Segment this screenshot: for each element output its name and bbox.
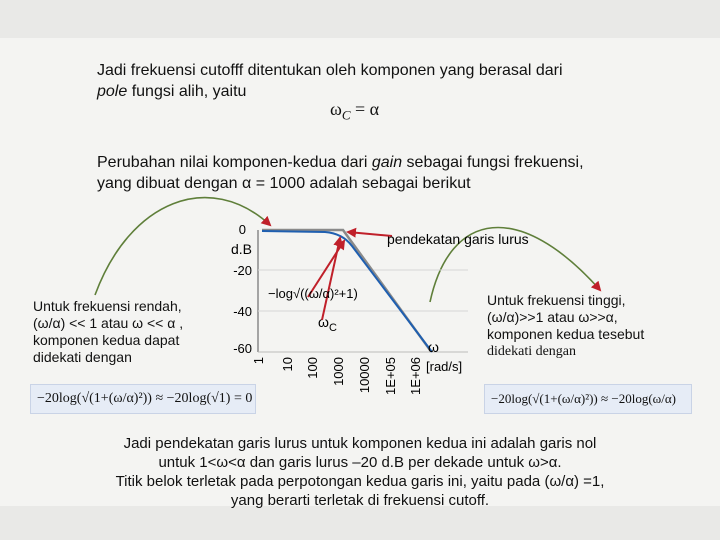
xtick-1000: 1000 [331, 357, 346, 386]
ytick-neg40: -40 [233, 304, 252, 319]
omega-subscript: C [341, 107, 351, 123]
para2-gain-word: gain [371, 154, 403, 171]
intro-line-2-rest: fungsi alih, yaitu [127, 83, 247, 100]
y-axis-label: d.B [231, 241, 253, 257]
omega-symbol: ω [330, 99, 342, 119]
para2-line-2: yang dibuat dengan α = 1000 adalah sebagai berikut [97, 175, 471, 192]
unit-label: [rad/s] [426, 359, 463, 374]
right-note-line: (ω/α)>>1 atau ω>>α, [487, 309, 618, 325]
log-curve-label: −log√((ω/α)²+1) [268, 286, 358, 301]
approx-pointer-arrow [348, 232, 392, 236]
left-note [33, 298, 183, 366]
conclusion-line-4: yang berarti terletak di frekuensi cutoff. [230, 492, 490, 509]
ytick-neg20: -20 [233, 263, 252, 278]
omega-c-label: $\omega_C$ [318, 314, 337, 334]
conclusion-line-3: Titik belok terletak pada perpotongan kedua garis ini, yaitu pada (ω/α) =1, [115, 473, 605, 490]
para2-pre: Perubahan nilai komponen-kedua dari [97, 154, 372, 171]
left-note-line: Untuk frekuensi rendah, [33, 298, 182, 314]
right-note-line: Untuk frekuensi tinggi, [487, 292, 626, 308]
ytick-neg60: -60 [233, 341, 252, 356]
intro-line-1: Jadi frekuensi cutofff ditentukan oleh komponen yang berasal dari [97, 62, 563, 79]
xtick-1e6: 1E+06 [408, 357, 423, 395]
approx-label: pendekatan garis lurus [387, 231, 529, 247]
xtick-10000: 10000 [357, 357, 372, 394]
right-note-line: komponen kedua tesebut [487, 326, 645, 342]
xtick-100: 100 [305, 357, 320, 379]
right-note-line: didekati dengan [487, 344, 577, 359]
left-note-line: didekati dengan [33, 349, 132, 365]
xtick-1: 1 [251, 357, 266, 365]
left-note-line: (ω/α) << 1 atau ω << α , [33, 315, 184, 331]
right-formula: −20log(√(1+(ω/α)²)) ≈ −20log(ω/α) [484, 384, 692, 414]
ytick-0: 0 [238, 222, 246, 237]
omega-axis-label: ω [428, 339, 439, 355]
conclusion-line-2: untuk 1<ω<α dan garis lurus –20 d.B per dekade untuk ω>α. [158, 454, 562, 471]
equation-rhs: = α [350, 99, 380, 119]
conclusion [0, 434, 720, 510]
xtick-10: 10 [280, 357, 295, 372]
left-formula: −20log(√(1+(ω/α)²)) ≈ −20log(√1) = 0 [30, 384, 256, 414]
x-tick-labels [251, 357, 423, 395]
para2-post: sebagai fungsi frekuensi, [402, 154, 584, 171]
intro-pole-word: pole [97, 83, 128, 100]
omegac-pointer-arrow [322, 238, 340, 320]
left-note-line: komponen kedua dapat [33, 332, 180, 348]
conclusion-line-1: Jadi pendekatan garis lurus untuk komponen kedua ini adalah garis nol [123, 435, 597, 452]
right-note [487, 292, 697, 360]
xtick-1e5: 1E+05 [383, 357, 398, 395]
